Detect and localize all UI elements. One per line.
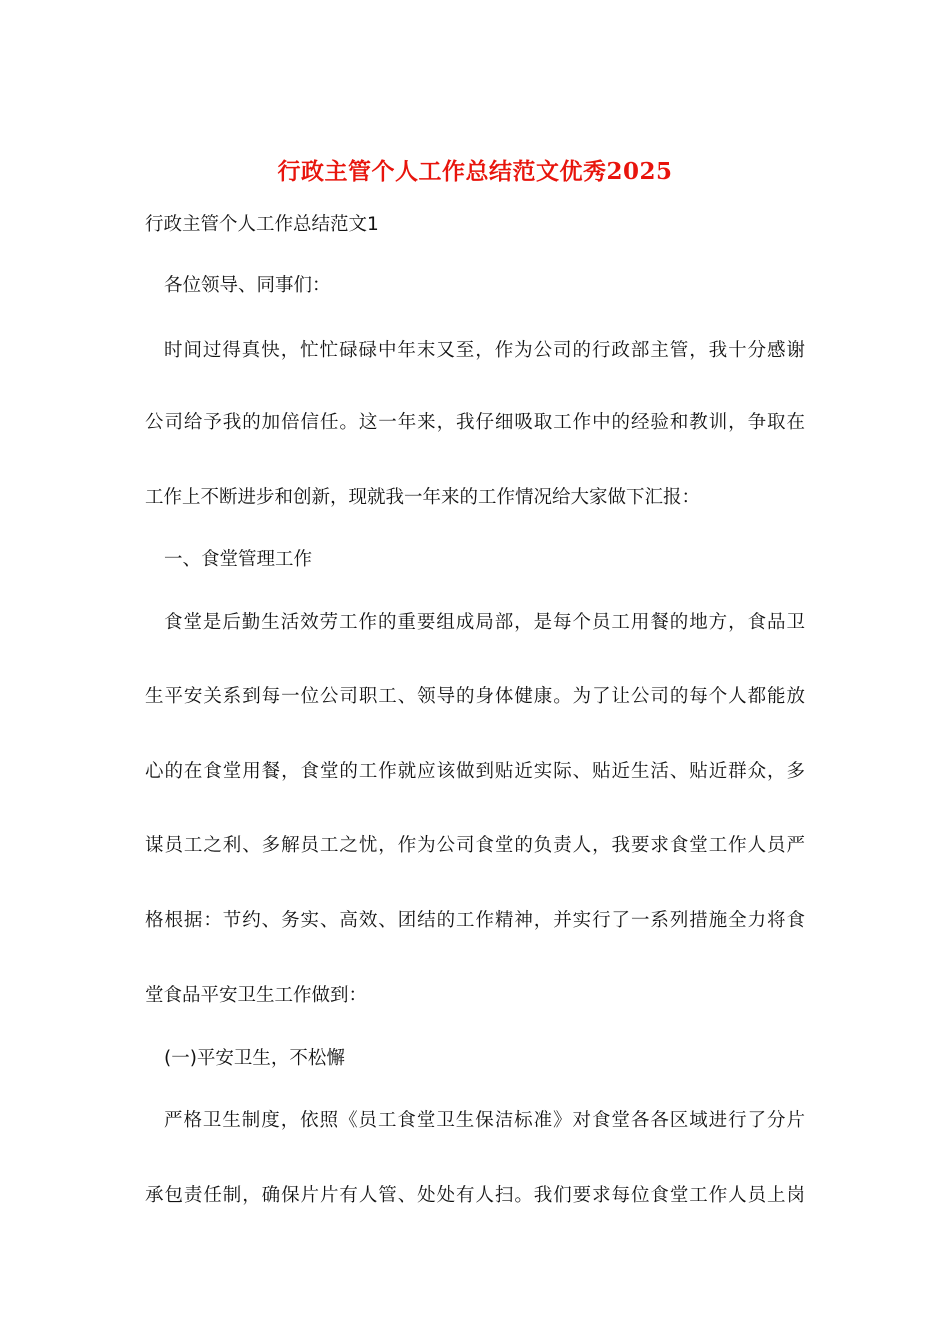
section-line: 堂食品平安卫生工作做到： [145, 985, 368, 1006]
section-line: 心的在食堂用餐，食堂的工作就应该做到贴近实际、贴近生活、贴近群众，多 [145, 761, 805, 782]
intro-line: 工作上不断进步和创新，现就我一年来的工作情况给大家做下汇报： [145, 487, 701, 508]
document-title: 行政主管个人工作总结范文优秀2025 [277, 158, 673, 185]
section-line: 食堂是后勤生活效劳工作的重要组成局部，是每个员工用餐的地方，食品卫 [164, 612, 805, 633]
intro-line: 时间过得真快，忙忙碌碌中年末又至，作为公司的行政部主管，我十分感谢 [164, 340, 805, 361]
section-line: 格根据：节约、务实、高效、团结的工作精神，并实行了一系列措施全力将食 [145, 910, 805, 931]
intro-line: 公司给予我的加倍信任。这一年来，我仔细吸取工作中的经验和教训，争取在 [145, 412, 805, 433]
section-line: 谋员工之利、多解员工之忧，作为公司食堂的负责人，我要求食堂工作人员严 [145, 835, 805, 856]
document-subtitle: 行政主管个人工作总结范文1 [145, 214, 379, 235]
section-line: 生平安关系到每一位公司职工、领导的身体健康。为了让公司的每个人都能放 [145, 686, 805, 707]
subsection-heading: (一)平安卫生，不松懈 [164, 1048, 345, 1069]
subsection-line: 严格卫生制度，依照《员工食堂卫生保洁标准》对食堂各各区域进行了分片 [164, 1110, 805, 1131]
subsection-line: 承包责任制，确保片片有人管、处处有人扫。我们要求每位食堂工作人员上岗 [145, 1185, 805, 1206]
greeting: 各位领导、同事们： [164, 275, 331, 296]
section-heading: 一、食堂管理工作 [164, 549, 313, 570]
